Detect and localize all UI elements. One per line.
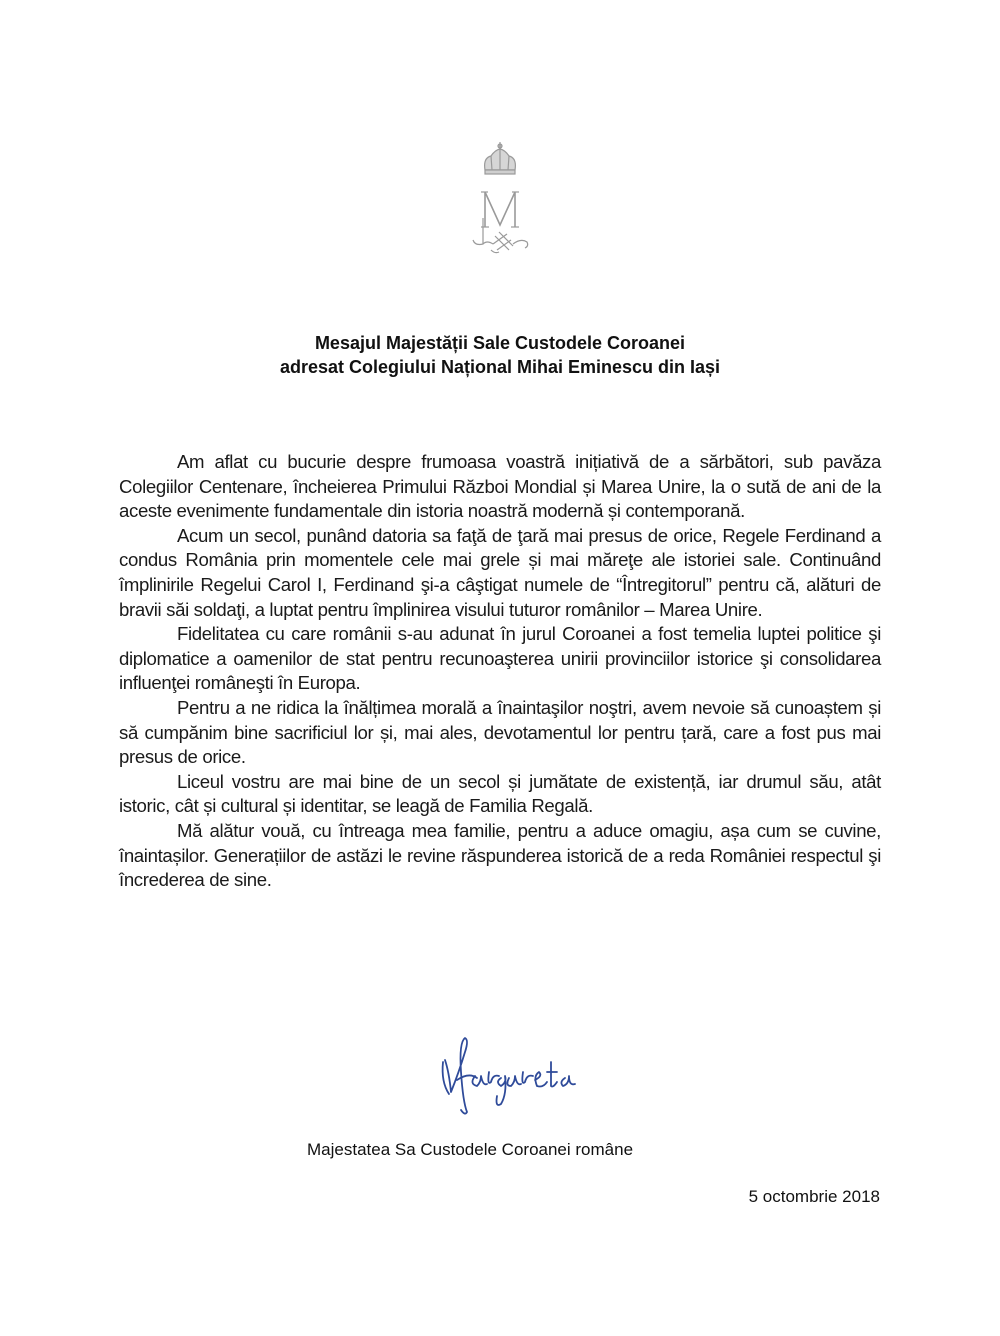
title-line-1: Mesajul Majestății Sale Custodele Coroanei (314, 333, 686, 353)
crown-icon (465, 140, 535, 260)
paragraph: Am aflat cu bucurie despre frumoasa voastră inițiativă de a sărbători, sub pavăza Colegiilor Centenare, încheierea Primului Război Mondial și Marea Unire, la o sută de ani de la aceste evenimente fundamentale din istoria noastră modernă și contemporană. (119, 451, 881, 522)
title-line-2: adresat Colegiului Național Mihai Eminescu din Iași (279, 357, 721, 377)
handwritten-signature (435, 1032, 585, 1122)
paragraph: Fidelitatea cu care românii s-au adunat în jurul Coroanei a fost temelia luptei politice şi diplomatice a oamenilor de stat pentru recunoaşterea unirii provinciilor istorice şi consolidarea influenţei româneşti în Europa. (119, 623, 881, 694)
paragraph: Mă alătur vouă, cu întreaga mea familie, pentru a aduce omagiu, așa cum se cuvine, înaintașilor. Generațiilor de astăzi le revine răspunderea istorică de a reda României respectul şi încrederea de sine. (119, 819, 881, 891)
signer-title: Majestatea Sa Custodele Coroanei române (307, 1140, 634, 1159)
page-title (0, 331, 1000, 379)
paragraph: Acum un secol, punând datoria sa faţă de ţară mai presus de orice, Regele Ferdinand a condus România prin momentele cele mai grele și mai măreţe ale istoriei sale. Continuând împlinirile Regelui Carol I, Ferdinand şi-a câştigat numele de “Întregitorul” pentru că, alături de bravii săi soldaţi, a luptat pentru împlinirea visului tuturor românilor – Marea Unire. (119, 524, 881, 620)
letter-date: 5 octombrie 2018 (748, 1187, 880, 1206)
letter-body (119, 450, 881, 893)
paragraph: Pentru a ne ridica la înălțimea morală a înaintaşilor noştri, avem nevoie să cunoaștem și să cumpănim bine sacrificiul lor și, mai ales, devotamentul lor pentru țară, care a fost pus mai presus de orice. (119, 696, 881, 768)
royal-monogram-icon (465, 140, 535, 260)
signature-icon (435, 1032, 585, 1122)
paragraph: Liceul vostru are mai bine de un secol și jumătate de existență, iar drumul său, atât istoric, cât și cultural și identitar, se leagă de Familia Regală. (119, 770, 881, 817)
